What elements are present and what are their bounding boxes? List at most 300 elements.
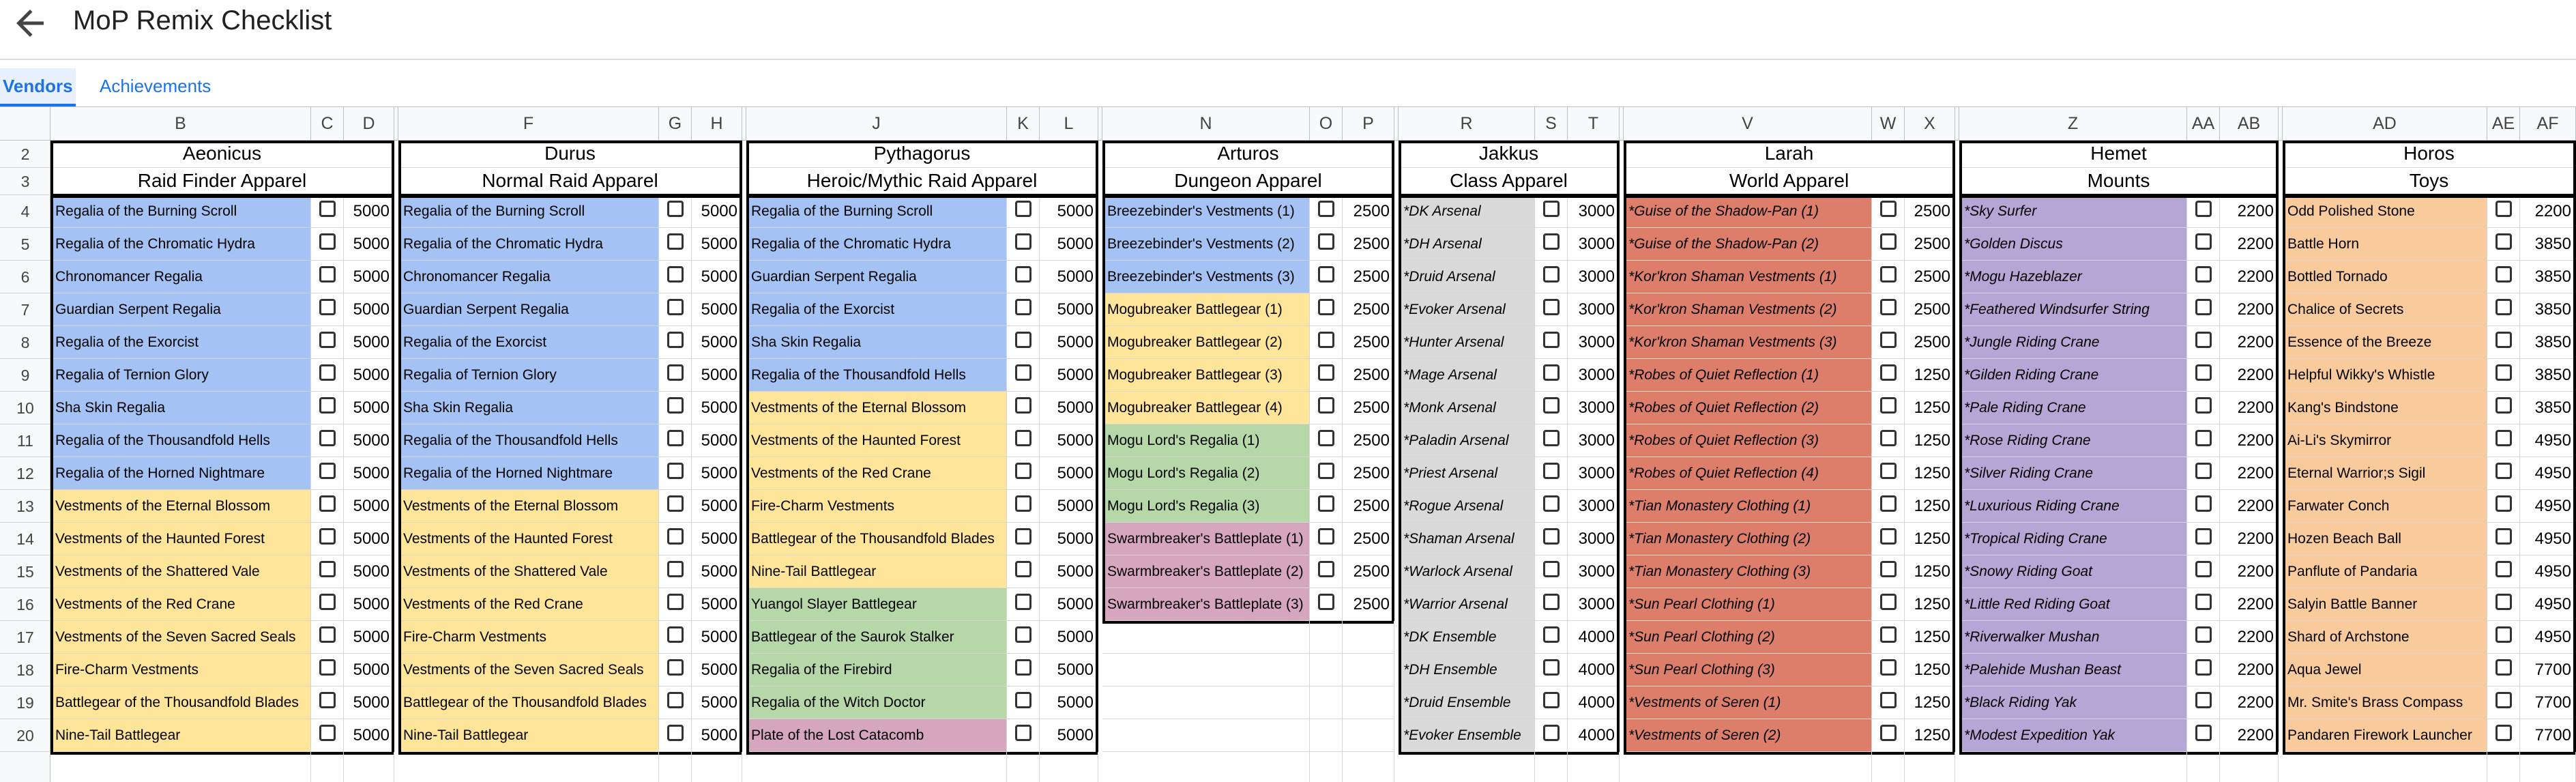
item-name[interactable]: *Evoker Ensemble (1399, 719, 1535, 752)
empty-cell[interactable] (50, 752, 311, 782)
empty-cell[interactable] (1102, 686, 1310, 719)
item-name[interactable]: Battlegear of the Thousandfold Blades (746, 523, 1007, 555)
empty-cell[interactable] (1343, 752, 1394, 782)
item-name[interactable]: *Modest Expedition Yak (1959, 719, 2187, 752)
checkbox[interactable] (319, 201, 336, 217)
item-name[interactable]: Regalia of the Thousandfold Hells (746, 359, 1007, 392)
column-header[interactable]: G (659, 107, 692, 140)
item-name[interactable]: Nine-Tail Battlegear (746, 555, 1007, 588)
checkbox[interactable] (1543, 463, 1560, 479)
item-name[interactable]: Nine-Tail Battlegear (398, 719, 659, 752)
checkbox[interactable] (2496, 233, 2512, 250)
item-name[interactable]: Breezebinder's Vestments (1) (1102, 195, 1310, 228)
item-name[interactable]: Battlegear of the Thousandfold Blades (398, 686, 659, 719)
item-name[interactable]: *Druid Arsenal (1399, 261, 1535, 293)
checkbox[interactable] (1318, 266, 1334, 283)
checkbox[interactable] (1543, 266, 1560, 283)
checkbox[interactable] (1880, 594, 1897, 610)
column-header[interactable]: AD (2283, 107, 2487, 140)
item-name[interactable]: Regalia of the Horned Nightmare (398, 457, 659, 490)
empty-cell[interactable] (1310, 686, 1343, 719)
item-name[interactable]: Vestments of the Haunted Forest (50, 523, 311, 555)
empty-cell[interactable] (1905, 752, 1955, 782)
row-header[interactable]: 20 (0, 719, 50, 752)
checkbox[interactable] (2496, 659, 2512, 676)
checkbox[interactable] (1318, 495, 1334, 512)
item-name[interactable]: *Jungle Riding Crane (1959, 326, 2187, 359)
row-header[interactable]: 2 (0, 141, 50, 168)
checkbox[interactable] (2496, 364, 2512, 381)
checkbox[interactable] (319, 495, 336, 512)
column-header[interactable]: AF (2520, 107, 2576, 140)
tab-achievements[interactable]: Achievements (100, 76, 211, 96)
checkbox[interactable] (2195, 463, 2212, 479)
row-header[interactable]: 14 (0, 523, 50, 555)
empty-cell[interactable] (398, 752, 659, 782)
row-header[interactable]: 7 (0, 293, 50, 326)
checkbox[interactable] (1880, 561, 1897, 577)
item-name[interactable]: Vestments of the Eternal Blossom (398, 490, 659, 523)
item-name[interactable]: *DH Arsenal (1399, 228, 1535, 261)
row-header[interactable]: 3 (0, 168, 50, 195)
row-header[interactable]: 16 (0, 588, 50, 621)
checkbox[interactable] (319, 692, 336, 708)
item-name[interactable]: *Luxurious Riding Crane (1959, 490, 2187, 523)
item-name[interactable]: Vestments of the Haunted Forest (746, 424, 1007, 457)
empty-cell[interactable] (1343, 654, 1394, 686)
item-name[interactable]: Fire-Charm Vestments (746, 490, 1007, 523)
item-name[interactable]: Vestments of the Red Crane (398, 588, 659, 621)
empty-cell[interactable] (1102, 654, 1310, 686)
checkbox[interactable] (1543, 692, 1560, 708)
checkbox[interactable] (319, 561, 336, 577)
checkbox[interactable] (319, 594, 336, 610)
empty-cell[interactable] (1535, 752, 1568, 782)
item-name[interactable]: Regalia of the Witch Doctor (746, 686, 1007, 719)
item-name[interactable]: *Guise of the Shadow-Pan (2) (1624, 228, 1872, 261)
item-name[interactable]: *DH Ensemble (1399, 654, 1535, 686)
checkbox[interactable] (1543, 626, 1560, 643)
checkbox[interactable] (319, 528, 336, 545)
checkbox[interactable] (2195, 659, 2212, 676)
checkbox[interactable] (1880, 495, 1897, 512)
empty-cell[interactable] (692, 752, 742, 782)
item-name[interactable]: Vestments of the Haunted Forest (398, 523, 659, 555)
checkbox[interactable] (1543, 201, 1560, 217)
checkbox[interactable] (667, 397, 684, 414)
item-name[interactable]: Helpful Wikky's Whistle (2283, 359, 2487, 392)
empty-cell[interactable] (1102, 752, 1310, 782)
checkbox[interactable] (2195, 692, 2212, 708)
tab-vendors[interactable]: Vendors (0, 68, 76, 107)
checkbox[interactable] (319, 397, 336, 414)
column-header[interactable]: D (344, 107, 394, 140)
checkbox[interactable] (1543, 528, 1560, 545)
checkbox[interactable] (1318, 201, 1334, 217)
row-header[interactable]: 12 (0, 457, 50, 490)
column-header[interactable]: AE (2487, 107, 2520, 140)
checkbox[interactable] (1880, 463, 1897, 479)
item-name[interactable]: Aqua Jewel (2283, 654, 2487, 686)
checkbox[interactable] (2195, 561, 2212, 577)
checkbox[interactable] (667, 201, 684, 217)
item-name[interactable]: *Mage Arsenal (1399, 359, 1535, 392)
empty-cell[interactable] (746, 752, 1007, 782)
checkbox[interactable] (1543, 495, 1560, 512)
empty-cell[interactable] (2520, 752, 2576, 782)
checkbox[interactable] (319, 332, 336, 348)
checkbox[interactable] (319, 725, 336, 741)
item-name[interactable]: *Sun Pearl Clothing (2) (1624, 621, 1872, 654)
item-name[interactable]: Guardian Serpent Regalia (746, 261, 1007, 293)
item-name[interactable]: Mogu Lord's Regalia (2) (1102, 457, 1310, 490)
checkbox[interactable] (2496, 594, 2512, 610)
checkbox[interactable] (1880, 332, 1897, 348)
checkbox[interactable] (1015, 725, 1031, 741)
row-header[interactable]: 15 (0, 555, 50, 588)
back-arrow-icon[interactable] (10, 3, 50, 44)
empty-cell[interactable] (2220, 752, 2279, 782)
item-name[interactable]: Regalia of the Firebird (746, 654, 1007, 686)
checkbox[interactable] (1015, 561, 1031, 577)
row-header[interactable]: 10 (0, 392, 50, 424)
column-header[interactable]: AB (2220, 107, 2279, 140)
item-name[interactable]: Mr. Smite's Brass Compass (2283, 686, 2487, 719)
item-name[interactable]: Panflute of Pandaria (2283, 555, 2487, 588)
column-header[interactable]: K (1007, 107, 1040, 140)
item-name[interactable]: Vestments of the Shattered Vale (50, 555, 311, 588)
checkbox[interactable] (1880, 659, 1897, 676)
item-name[interactable]: *Rose Riding Crane (1959, 424, 2187, 457)
item-name[interactable]: Eternal Warrior;s Sigil (2283, 457, 2487, 490)
item-name[interactable]: Shard of Archstone (2283, 621, 2487, 654)
checkbox[interactable] (1543, 725, 1560, 741)
checkbox[interactable] (1015, 495, 1031, 512)
checkbox[interactable] (667, 561, 684, 577)
item-name[interactable]: Fire-Charm Vestments (50, 654, 311, 686)
empty-cell[interactable] (1102, 719, 1310, 752)
checkbox[interactable] (2195, 299, 2212, 315)
row-header[interactable]: 9 (0, 359, 50, 392)
column-header[interactable]: S (1535, 107, 1568, 140)
column-header[interactable]: B (50, 107, 311, 140)
checkbox[interactable] (1318, 233, 1334, 250)
empty-cell[interactable] (1568, 752, 1620, 782)
checkbox[interactable] (667, 430, 684, 446)
checkbox[interactable] (2195, 201, 2212, 217)
checkbox[interactable] (319, 659, 336, 676)
checkbox[interactable] (1880, 364, 1897, 381)
item-name[interactable]: Regalia of the Burning Scroll (398, 195, 659, 228)
row-header[interactable]: 19 (0, 686, 50, 719)
column-header[interactable]: C (311, 107, 344, 140)
checkbox[interactable] (667, 299, 684, 315)
item-name[interactable]: Nine-Tail Battlegear (50, 719, 311, 752)
column-header[interactable]: W (1872, 107, 1905, 140)
checkbox[interactable] (1318, 528, 1334, 545)
row-header[interactable]: 6 (0, 261, 50, 293)
empty-cell[interactable] (1343, 621, 1394, 654)
checkbox[interactable] (1015, 201, 1031, 217)
row-header[interactable]: 18 (0, 654, 50, 686)
empty-cell[interactable] (2187, 752, 2220, 782)
item-name[interactable]: *Sun Pearl Clothing (3) (1624, 654, 1872, 686)
item-name[interactable]: *Pale Riding Crane (1959, 392, 2187, 424)
checkbox[interactable] (1015, 528, 1031, 545)
checkbox[interactable] (1880, 299, 1897, 315)
item-name[interactable]: *Tian Monastery Clothing (2) (1624, 523, 1872, 555)
checkbox[interactable] (2496, 528, 2512, 545)
item-name[interactable]: Vestments of the Red Crane (746, 457, 1007, 490)
row-header[interactable]: 5 (0, 228, 50, 261)
item-name[interactable]: *Vestments of Seren (1) (1624, 686, 1872, 719)
checkbox[interactable] (2496, 561, 2512, 577)
item-name[interactable]: *Little Red Riding Goat (1959, 588, 2187, 621)
empty-cell[interactable] (1624, 752, 1872, 782)
checkbox[interactable] (1015, 299, 1031, 315)
checkbox[interactable] (2496, 266, 2512, 283)
checkbox[interactable] (1015, 626, 1031, 643)
checkbox[interactable] (1318, 364, 1334, 381)
item-name[interactable]: Battlegear of the Thousandfold Blades (50, 686, 311, 719)
item-name[interactable]: *Warlock Arsenal (1399, 555, 1535, 588)
item-name[interactable]: Chalice of Secrets (2283, 293, 2487, 326)
row-header[interactable]: 17 (0, 621, 50, 654)
item-name[interactable]: *Mogu Hazeblazer (1959, 261, 2187, 293)
item-name[interactable]: *Guise of the Shadow-Pan (1) (1624, 195, 1872, 228)
item-name[interactable]: Farwater Conch (2283, 490, 2487, 523)
row-header[interactable]: 11 (0, 424, 50, 457)
column-header[interactable]: O (1310, 107, 1343, 140)
checkbox[interactable] (667, 626, 684, 643)
checkbox[interactable] (2195, 626, 2212, 643)
item-name[interactable]: *Sky Surfer (1959, 195, 2187, 228)
item-name[interactable]: *Black Riding Yak (1959, 686, 2187, 719)
checkbox[interactable] (2195, 397, 2212, 414)
checkbox[interactable] (2496, 299, 2512, 315)
item-name[interactable]: *Warrior Arsenal (1399, 588, 1535, 621)
item-name[interactable]: Odd Polished Stone (2283, 195, 2487, 228)
item-name[interactable]: Chronomancer Regalia (50, 261, 311, 293)
checkbox[interactable] (1015, 659, 1031, 676)
column-header[interactable]: J (746, 107, 1007, 140)
item-name[interactable]: Regalia of the Exorcist (746, 293, 1007, 326)
checkbox[interactable] (2195, 332, 2212, 348)
empty-cell[interactable] (2487, 752, 2520, 782)
checkbox[interactable] (1318, 430, 1334, 446)
checkbox[interactable] (1543, 561, 1560, 577)
item-name[interactable]: Vestments of the Shattered Vale (398, 555, 659, 588)
checkbox[interactable] (1543, 332, 1560, 348)
item-name[interactable]: Mogubreaker Battlegear (4) (1102, 392, 1310, 424)
checkbox[interactable] (319, 233, 336, 250)
checkbox[interactable] (1880, 430, 1897, 446)
checkbox[interactable] (319, 463, 336, 479)
item-name[interactable]: Battlegear of the Saurok Stalker (746, 621, 1007, 654)
checkbox[interactable] (1880, 397, 1897, 414)
item-name[interactable]: Mogubreaker Battlegear (2) (1102, 326, 1310, 359)
checkbox[interactable] (2496, 463, 2512, 479)
checkbox[interactable] (1543, 364, 1560, 381)
checkbox[interactable] (667, 332, 684, 348)
checkbox[interactable] (2195, 725, 2212, 741)
checkbox[interactable] (667, 725, 684, 741)
checkbox[interactable] (319, 266, 336, 283)
item-name[interactable]: *Vestments of Seren (2) (1624, 719, 1872, 752)
checkbox[interactable] (1880, 266, 1897, 283)
checkbox[interactable] (1015, 266, 1031, 283)
checkbox[interactable] (1543, 299, 1560, 315)
checkbox[interactable] (667, 692, 684, 708)
checkbox[interactable] (1318, 594, 1334, 610)
empty-cell[interactable] (1102, 621, 1310, 654)
checkbox[interactable] (2195, 266, 2212, 283)
column-header[interactable]: H (692, 107, 742, 140)
checkbox[interactable] (1318, 397, 1334, 414)
checkbox[interactable] (667, 659, 684, 676)
checkbox[interactable] (1880, 626, 1897, 643)
item-name[interactable]: *Druid Ensemble (1399, 686, 1535, 719)
item-name[interactable]: *Rogue Arsenal (1399, 490, 1535, 523)
item-name[interactable]: Regalia of the Burning Scroll (746, 195, 1007, 228)
item-name[interactable]: Essence of the Breeze (2283, 326, 2487, 359)
empty-cell[interactable] (311, 752, 344, 782)
checkbox[interactable] (1015, 692, 1031, 708)
item-name[interactable]: Yuangol Slayer Battlegear (746, 588, 1007, 621)
item-name[interactable]: Fire-Charm Vestments (398, 621, 659, 654)
checkbox[interactable] (1015, 594, 1031, 610)
column-header[interactable]: V (1624, 107, 1872, 140)
item-name[interactable]: Sha Skin Regalia (398, 392, 659, 424)
checkbox[interactable] (2496, 201, 2512, 217)
item-name[interactable]: Regalia of Ternion Glory (50, 359, 311, 392)
item-name[interactable]: *Tian Monastery Clothing (1) (1624, 490, 1872, 523)
empty-cell[interactable] (1343, 719, 1394, 752)
item-name[interactable]: Swarmbreaker's Battleplate (2) (1102, 555, 1310, 588)
checkbox[interactable] (667, 266, 684, 283)
item-name[interactable]: *Paladin Arsenal (1399, 424, 1535, 457)
item-name[interactable]: *Robes of Quiet Reflection (2) (1624, 392, 1872, 424)
item-name[interactable]: Guardian Serpent Regalia (50, 293, 311, 326)
checkbox[interactable] (2496, 332, 2512, 348)
checkbox[interactable] (2496, 626, 2512, 643)
empty-cell[interactable] (344, 752, 394, 782)
item-name[interactable]: Hozen Beach Ball (2283, 523, 2487, 555)
empty-cell[interactable] (1959, 752, 2187, 782)
item-name[interactable]: Breezebinder's Vestments (3) (1102, 261, 1310, 293)
checkbox[interactable] (1318, 332, 1334, 348)
checkbox[interactable] (667, 233, 684, 250)
empty-cell[interactable] (1310, 654, 1343, 686)
column-header[interactable]: Z (1959, 107, 2187, 140)
column-header[interactable]: L (1040, 107, 1098, 140)
checkbox[interactable] (1318, 463, 1334, 479)
checkbox[interactable] (1543, 233, 1560, 250)
row-header[interactable]: 13 (0, 490, 50, 523)
item-name[interactable]: *Robes of Quiet Reflection (4) (1624, 457, 1872, 490)
item-name[interactable]: Ai-Li's Skymirror (2283, 424, 2487, 457)
checkbox[interactable] (1880, 201, 1897, 217)
empty-cell[interactable] (2283, 752, 2487, 782)
item-name[interactable]: *Golden Discus (1959, 228, 2187, 261)
checkbox[interactable] (1880, 233, 1897, 250)
checkbox[interactable] (2195, 233, 2212, 250)
item-name[interactable]: Mogubreaker Battlegear (1) (1102, 293, 1310, 326)
item-name[interactable]: Bottled Tornado (2283, 261, 2487, 293)
checkbox[interactable] (1015, 332, 1031, 348)
item-name[interactable]: *Tian Monastery Clothing (3) (1624, 555, 1872, 588)
empty-cell[interactable] (1872, 752, 1905, 782)
item-name[interactable]: *Sun Pearl Clothing (1) (1624, 588, 1872, 621)
checkbox[interactable] (1015, 233, 1031, 250)
item-name[interactable]: Regalia of the Chromatic Hydra (746, 228, 1007, 261)
column-header[interactable]: X (1905, 107, 1955, 140)
item-name[interactable]: Regalia of the Horned Nightmare (50, 457, 311, 490)
item-name[interactable]: Chronomancer Regalia (398, 261, 659, 293)
column-header[interactable]: N (1102, 107, 1310, 140)
checkbox[interactable] (2496, 692, 2512, 708)
checkbox[interactable] (319, 364, 336, 381)
item-name[interactable]: *Priest Arsenal (1399, 457, 1535, 490)
item-name[interactable]: *Robes of Quiet Reflection (3) (1624, 424, 1872, 457)
item-name[interactable]: *Monk Arsenal (1399, 392, 1535, 424)
empty-cell[interactable] (1310, 621, 1343, 654)
checkbox[interactable] (2496, 397, 2512, 414)
checkbox[interactable] (1880, 692, 1897, 708)
item-name[interactable]: *Evoker Arsenal (1399, 293, 1535, 326)
item-name[interactable]: Plate of the Lost Catacomb (746, 719, 1007, 752)
empty-cell[interactable] (1310, 752, 1343, 782)
item-name[interactable]: *Silver Riding Crane (1959, 457, 2187, 490)
item-name[interactable]: Regalia of the Burning Scroll (50, 195, 311, 228)
checkbox[interactable] (1880, 528, 1897, 545)
item-name[interactable]: *DK Ensemble (1399, 621, 1535, 654)
item-name[interactable]: *Shaman Arsenal (1399, 523, 1535, 555)
checkbox[interactable] (2195, 364, 2212, 381)
empty-cell[interactable] (1310, 719, 1343, 752)
item-name[interactable]: Regalia of the Exorcist (398, 326, 659, 359)
item-name[interactable]: Regalia of the Chromatic Hydra (50, 228, 311, 261)
item-name[interactable]: *Hunter Arsenal (1399, 326, 1535, 359)
checkbox[interactable] (2195, 594, 2212, 610)
item-name[interactable]: Sha Skin Regalia (746, 326, 1007, 359)
item-name[interactable]: *Palehide Mushan Beast (1959, 654, 2187, 686)
item-name[interactable]: *Kor'kron Shaman Vestments (2) (1624, 293, 1872, 326)
column-header[interactable] (0, 107, 50, 140)
item-name[interactable]: *Kor'kron Shaman Vestments (3) (1624, 326, 1872, 359)
checkbox[interactable] (1543, 397, 1560, 414)
item-name[interactable]: Mogu Lord's Regalia (1) (1102, 424, 1310, 457)
item-name[interactable]: Regalia of the Thousandfold Hells (50, 424, 311, 457)
empty-cell[interactable] (1007, 752, 1040, 782)
column-header[interactable]: T (1568, 107, 1620, 140)
item-name[interactable]: Vestments of the Red Crane (50, 588, 311, 621)
checkbox[interactable] (2195, 528, 2212, 545)
checkbox[interactable] (1015, 430, 1031, 446)
item-name[interactable]: Swarmbreaker's Battleplate (3) (1102, 588, 1310, 621)
empty-cell[interactable] (659, 752, 692, 782)
item-name[interactable]: Mogu Lord's Regalia (3) (1102, 490, 1310, 523)
checkbox[interactable] (2496, 430, 2512, 446)
column-header[interactable]: R (1399, 107, 1535, 140)
checkbox[interactable] (1015, 463, 1031, 479)
checkbox[interactable] (1318, 561, 1334, 577)
column-header[interactable]: F (398, 107, 659, 140)
checkbox[interactable] (2195, 430, 2212, 446)
row-header[interactable]: 8 (0, 326, 50, 359)
item-name[interactable]: Pandaren Firework Launcher (2283, 719, 2487, 752)
item-name[interactable]: Regalia of the Chromatic Hydra (398, 228, 659, 261)
